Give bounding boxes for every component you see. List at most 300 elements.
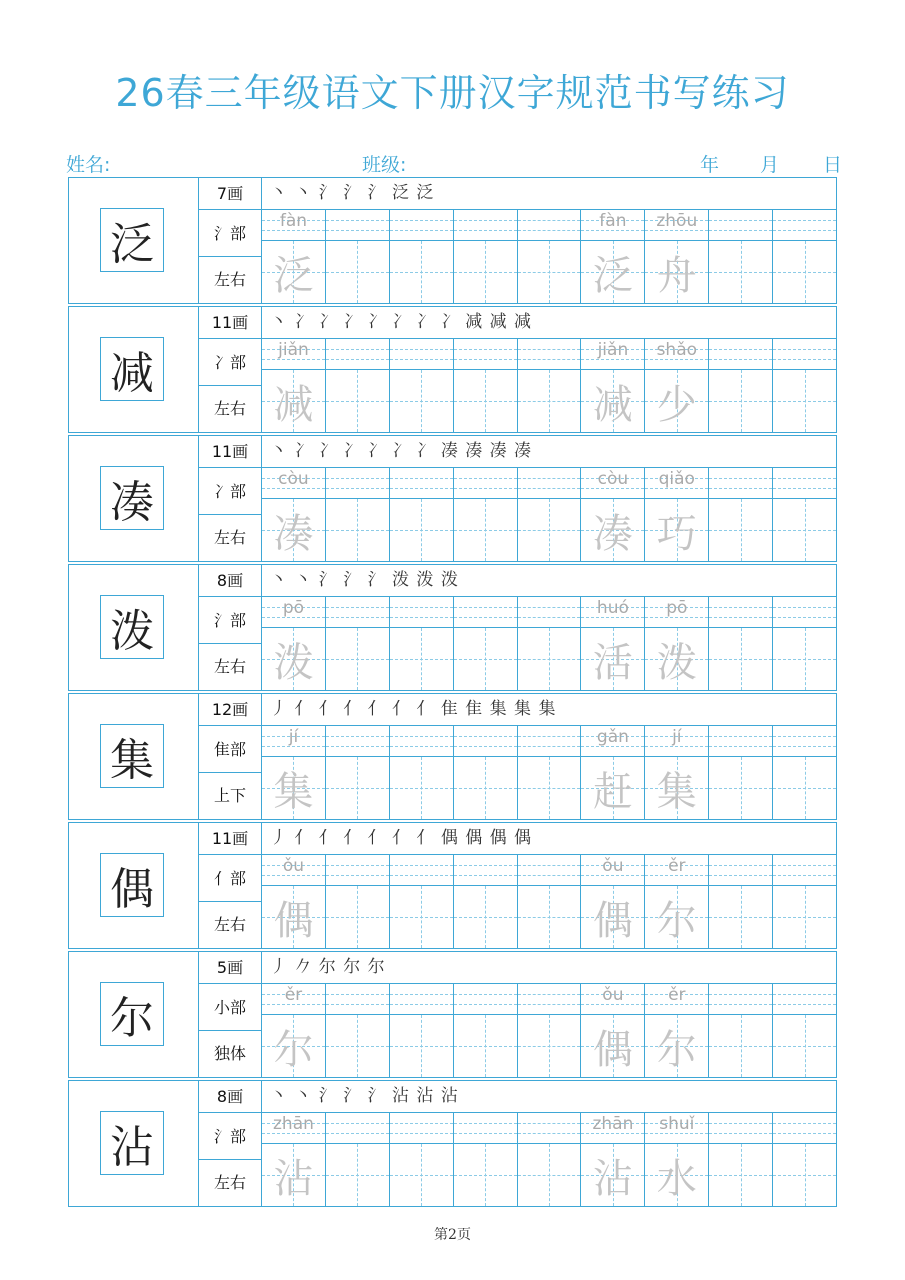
class-label: 班级: xyxy=(362,154,407,176)
structure: 左右 xyxy=(213,1173,246,1192)
structure: 左右 xyxy=(213,915,246,934)
pinyin-text: còu xyxy=(597,469,629,489)
practice-cell[interactable] xyxy=(709,726,773,819)
character-info xyxy=(199,952,262,1077)
pinyin-box xyxy=(390,339,453,370)
pinyin-box xyxy=(454,1113,517,1144)
practice-rows xyxy=(68,177,837,1209)
model-character: 泛 xyxy=(100,208,164,272)
trace-character xyxy=(390,628,453,690)
pinyin-box xyxy=(518,1113,581,1144)
practice-row xyxy=(68,564,837,691)
trace-character xyxy=(773,499,836,561)
stroke-count: 8画 xyxy=(199,565,261,597)
trace-character: 水 xyxy=(656,1155,697,1202)
tianzige-box xyxy=(262,499,325,561)
practice-cell[interactable] xyxy=(518,468,582,561)
trace-character: 偶 xyxy=(273,897,314,944)
tianzige-box xyxy=(709,241,772,303)
practice-cell[interactable] xyxy=(390,984,454,1077)
trace-character xyxy=(390,886,453,948)
trace-character: 舟 xyxy=(656,252,697,299)
tianzige-box xyxy=(454,499,517,561)
practice-cell[interactable] xyxy=(262,1113,326,1206)
tianzige-box xyxy=(262,241,325,303)
pinyin-box xyxy=(262,984,325,1015)
practice-cell[interactable] xyxy=(454,597,518,690)
practice-cell[interactable] xyxy=(454,1113,518,1206)
trace-character: 尔 xyxy=(656,897,697,944)
pinyin-box xyxy=(518,726,581,757)
practice-cell[interactable] xyxy=(645,984,709,1077)
model-character: 集 xyxy=(100,724,164,788)
pinyin-box xyxy=(773,597,836,628)
radical: 氵部 xyxy=(199,1113,261,1160)
pinyin-box xyxy=(645,597,708,628)
trace-character xyxy=(709,370,772,432)
practice-cell[interactable] xyxy=(581,984,645,1077)
trace-character xyxy=(709,241,772,303)
practice-cell[interactable] xyxy=(518,1113,582,1206)
structure: 左右 xyxy=(213,270,246,289)
pinyin-box xyxy=(773,210,836,241)
trace-character xyxy=(454,886,517,948)
character-cell xyxy=(69,565,199,690)
pinyin-text: ěr xyxy=(284,985,303,1005)
tianzige-box xyxy=(390,628,453,690)
practice-cell[interactable] xyxy=(454,984,518,1077)
stroke-order: 丶 丶 氵 氵 氵 泼 泼 泼 xyxy=(262,565,836,597)
tianzige-box xyxy=(390,1144,453,1206)
practice-cell[interactable] xyxy=(390,210,454,303)
practice-cell[interactable] xyxy=(773,726,836,819)
trace-character xyxy=(518,757,581,819)
practice-cell[interactable] xyxy=(262,984,326,1077)
trace-character xyxy=(390,241,453,303)
writing-grid xyxy=(262,1113,836,1206)
tianzige-box xyxy=(390,370,453,432)
tianzige-box xyxy=(709,886,772,948)
tianzige-box xyxy=(326,241,389,303)
practice-cell[interactable] xyxy=(709,855,773,948)
practice-cell[interactable] xyxy=(645,855,709,948)
pinyin-box xyxy=(645,984,708,1015)
practice-cell[interactable] xyxy=(454,339,518,432)
pinyin-box xyxy=(326,726,389,757)
tianzige-box xyxy=(390,1015,453,1077)
pinyin-box xyxy=(581,726,644,757)
practice-cell[interactable] xyxy=(518,726,582,819)
tianzige-box xyxy=(773,757,836,819)
radical: 冫部 xyxy=(199,468,261,515)
practice-cell[interactable] xyxy=(645,1113,709,1206)
tianzige-box xyxy=(326,886,389,948)
pinyin-box xyxy=(390,468,453,499)
character-cell xyxy=(69,436,199,561)
name-label: 姓名: xyxy=(66,154,111,176)
trace-character xyxy=(709,1144,772,1206)
practice-cell[interactable] xyxy=(581,1113,645,1206)
practice-cell[interactable] xyxy=(326,597,390,690)
model-character: 偶 xyxy=(100,853,164,917)
pinyin-box xyxy=(709,597,772,628)
pinyin-box xyxy=(518,468,581,499)
tianzige-box xyxy=(454,628,517,690)
pinyin-box xyxy=(581,468,644,499)
practice-cell[interactable] xyxy=(326,984,390,1077)
practice-row xyxy=(68,1080,837,1207)
character-info xyxy=(199,1081,262,1206)
trace-character xyxy=(709,499,772,561)
practice-cell[interactable] xyxy=(262,468,326,561)
tianzige-box xyxy=(262,757,325,819)
practice-cell[interactable] xyxy=(518,855,582,948)
practice-cell[interactable] xyxy=(390,468,454,561)
trace-character xyxy=(454,499,517,561)
tianzige-box xyxy=(581,1015,644,1077)
practice-cell[interactable] xyxy=(709,1113,773,1206)
tianzige-box xyxy=(645,757,708,819)
trace-character xyxy=(518,628,581,690)
radical: 隹部 xyxy=(199,726,261,773)
trace-character: 偶 xyxy=(592,1026,633,1073)
tianzige-box xyxy=(773,1144,836,1206)
structure: 左右 xyxy=(213,657,246,676)
month-label: 月 xyxy=(760,154,780,176)
trace-character xyxy=(454,628,517,690)
trace-character xyxy=(454,370,517,432)
pinyin-box xyxy=(390,210,453,241)
pinyin-text: qiǎo xyxy=(658,469,695,489)
day-label: 日 xyxy=(823,154,843,176)
tianzige-box xyxy=(773,499,836,561)
tianzige-box xyxy=(518,499,581,561)
practice-cell[interactable] xyxy=(645,468,709,561)
practice-cell[interactable] xyxy=(326,855,390,948)
model-character: 尔 xyxy=(100,982,164,1046)
practice-cell[interactable] xyxy=(709,210,773,303)
trace-character xyxy=(454,241,517,303)
tianzige-box xyxy=(645,370,708,432)
tianzige-box xyxy=(709,1015,772,1077)
practice-cell[interactable] xyxy=(773,1113,836,1206)
tianzige-box xyxy=(326,499,389,561)
tianzige-box xyxy=(326,757,389,819)
pinyin-box xyxy=(454,726,517,757)
practice-cell[interactable] xyxy=(326,468,390,561)
stroke-order: 丶 冫 冫 冫 冫 冫 冫 凑 凑 凑 凑 xyxy=(262,436,836,468)
character-cell xyxy=(69,1081,199,1206)
model-character: 减 xyxy=(100,337,164,401)
tianzige-box xyxy=(454,1144,517,1206)
practice-cell[interactable] xyxy=(262,597,326,690)
practice-cell[interactable] xyxy=(581,339,645,432)
writing-grid xyxy=(262,597,836,690)
stroke-count: 8画 xyxy=(199,1081,261,1113)
practice-cell[interactable] xyxy=(518,210,582,303)
practice-cell[interactable] xyxy=(645,339,709,432)
pinyin-box xyxy=(773,468,836,499)
character-info xyxy=(199,436,262,561)
tianzige-box xyxy=(709,628,772,690)
character-info xyxy=(199,307,262,432)
tianzige-box xyxy=(262,1015,325,1077)
tianzige-box xyxy=(326,1015,389,1077)
tianzige-box xyxy=(262,1144,325,1206)
practice-cell[interactable] xyxy=(326,339,390,432)
practice-cell[interactable] xyxy=(326,726,390,819)
stroke-order: 丿 亻 亻 亻 亻 亻 亻 偶 偶 偶 偶 xyxy=(262,823,836,855)
pinyin-text: jiǎn xyxy=(278,340,309,360)
practice-cell[interactable] xyxy=(645,726,709,819)
tianzige-box xyxy=(390,757,453,819)
pinyin-box xyxy=(773,855,836,886)
practice-cell[interactable] xyxy=(581,468,645,561)
trace-character xyxy=(326,499,389,561)
practice-cell[interactable] xyxy=(773,855,836,948)
tianzige-box xyxy=(262,628,325,690)
pinyin-text: jí xyxy=(288,727,299,747)
radical: 小部 xyxy=(199,984,261,1031)
pinyin-text: ǒu xyxy=(602,985,624,1005)
tianzige-box xyxy=(390,886,453,948)
pinyin-text: ǒu xyxy=(282,856,305,876)
trace-character xyxy=(709,628,772,690)
trace-character xyxy=(709,886,772,948)
pinyin-box xyxy=(262,1113,325,1144)
character-info xyxy=(199,694,262,819)
page-number: 第2页 xyxy=(434,1227,471,1243)
trace-character xyxy=(454,1015,517,1077)
pinyin-box xyxy=(326,1113,389,1144)
trace-character xyxy=(326,241,389,303)
structure: 独体 xyxy=(213,1044,246,1063)
pinyin-box xyxy=(262,210,325,241)
practice-cell[interactable] xyxy=(454,726,518,819)
practice-cell[interactable] xyxy=(390,726,454,819)
trace-character xyxy=(773,241,836,303)
pinyin-box xyxy=(454,984,517,1015)
structure: 上下 xyxy=(213,786,246,805)
pinyin-box xyxy=(390,726,453,757)
practice-row xyxy=(68,306,837,433)
tianzige-box xyxy=(454,886,517,948)
practice-cell[interactable] xyxy=(390,339,454,432)
tianzige-box xyxy=(645,1015,708,1077)
practice-cell[interactable] xyxy=(390,1113,454,1206)
pinyin-box xyxy=(773,1113,836,1144)
tianzige-box xyxy=(709,499,772,561)
tianzige-box xyxy=(581,499,644,561)
practice-cell[interactable] xyxy=(709,597,773,690)
tianzige-box xyxy=(326,628,389,690)
character-cell xyxy=(69,178,199,303)
writing-grid xyxy=(262,855,836,948)
tianzige-box xyxy=(581,886,644,948)
pinyin-box xyxy=(709,984,772,1015)
trace-character: 泛 xyxy=(592,252,633,299)
tianzige-box xyxy=(645,241,708,303)
trace-character: 沾 xyxy=(592,1155,633,1202)
model-character: 沾 xyxy=(100,1111,164,1175)
tianzige-box xyxy=(518,241,581,303)
pinyin-box xyxy=(709,726,772,757)
pinyin-box xyxy=(262,855,325,886)
tianzige-box xyxy=(518,757,581,819)
practice-cell[interactable] xyxy=(326,1113,390,1206)
practice-cell[interactable] xyxy=(773,468,836,561)
practice-cell[interactable] xyxy=(709,339,773,432)
practice-cell[interactable] xyxy=(518,984,582,1077)
tianzige-box xyxy=(262,370,325,432)
practice-cell[interactable] xyxy=(518,597,582,690)
pinyin-box xyxy=(518,339,581,370)
practice-cell[interactable] xyxy=(454,210,518,303)
practice-cell[interactable] xyxy=(773,339,836,432)
trace-character: 偶 xyxy=(592,897,633,944)
practice-cell[interactable] xyxy=(262,855,326,948)
stroke-order: 丶 冫 冫 冫 冫 冫 冫 冫 减 减 减 xyxy=(262,307,836,339)
pinyin-box xyxy=(326,855,389,886)
practice-cell[interactable] xyxy=(581,597,645,690)
practice-cell[interactable] xyxy=(709,468,773,561)
tianzige-box xyxy=(773,241,836,303)
writing-grid xyxy=(262,726,836,819)
pinyin-text: pō xyxy=(282,598,305,618)
radical: 亻部 xyxy=(199,855,261,902)
pinyin-text: shuǐ xyxy=(659,1114,695,1134)
tianzige-box xyxy=(581,1144,644,1206)
stroke-count: 11画 xyxy=(199,307,261,339)
trace-character: 尔 xyxy=(273,1026,314,1073)
pinyin-box xyxy=(326,597,389,628)
pinyin-text: zhān xyxy=(592,1114,634,1134)
tianzige-box xyxy=(454,1015,517,1077)
tianzige-box xyxy=(773,370,836,432)
pinyin-box xyxy=(390,855,453,886)
pinyin-box xyxy=(581,597,644,628)
pinyin-box xyxy=(709,1113,772,1144)
character-info xyxy=(199,565,262,690)
practice-cell[interactable] xyxy=(645,597,709,690)
trace-character xyxy=(390,757,453,819)
trace-character xyxy=(518,370,581,432)
pinyin-box xyxy=(709,468,772,499)
pinyin-text: shǎo xyxy=(656,340,698,360)
character-cell xyxy=(69,307,199,432)
practice-cell[interactable] xyxy=(773,984,836,1077)
practice-cell[interactable] xyxy=(773,597,836,690)
trace-character xyxy=(326,1015,389,1077)
tianzige-box xyxy=(518,1015,581,1077)
pinyin-text: pō xyxy=(666,598,688,618)
trace-character xyxy=(773,370,836,432)
trace-character xyxy=(390,1144,453,1206)
structure: 左右 xyxy=(213,399,246,418)
pinyin-box xyxy=(454,339,517,370)
trace-character: 泼 xyxy=(656,639,697,686)
trace-character xyxy=(326,370,389,432)
pinyin-text: fàn xyxy=(599,211,627,231)
tianzige-box xyxy=(454,241,517,303)
practice-cell[interactable] xyxy=(390,597,454,690)
writing-grid xyxy=(262,984,836,1077)
character-info xyxy=(199,178,262,303)
practice-cell[interactable] xyxy=(709,984,773,1077)
practice-row xyxy=(68,177,837,304)
pinyin-text: zhān xyxy=(273,1114,314,1134)
pinyin-box xyxy=(454,468,517,499)
tianzige-box xyxy=(773,886,836,948)
trace-character xyxy=(773,757,836,819)
trace-character: 巧 xyxy=(656,510,697,557)
trace-character xyxy=(326,1144,389,1206)
practice-cell[interactable] xyxy=(454,468,518,561)
tianzige-box xyxy=(454,757,517,819)
pinyin-box xyxy=(645,468,708,499)
practice-cell[interactable] xyxy=(581,726,645,819)
practice-cell[interactable] xyxy=(645,210,709,303)
trace-character xyxy=(390,370,453,432)
pinyin-box xyxy=(773,984,836,1015)
pinyin-box xyxy=(773,339,836,370)
pinyin-box xyxy=(645,726,708,757)
practice-cell[interactable] xyxy=(390,855,454,948)
radical: 氵部 xyxy=(199,210,261,257)
stroke-order: 丶 丶 氵 氵 氵 沾 沾 沾 xyxy=(262,1081,836,1113)
practice-row xyxy=(68,693,837,820)
trace-character: 减 xyxy=(592,381,633,428)
trace-character xyxy=(773,1015,836,1077)
tianzige-box xyxy=(645,886,708,948)
tianzige-box xyxy=(326,370,389,432)
tianzige-box xyxy=(518,1144,581,1206)
trace-character xyxy=(390,499,453,561)
practice-cell[interactable] xyxy=(262,726,326,819)
trace-character xyxy=(326,628,389,690)
pinyin-box xyxy=(326,210,389,241)
trace-character xyxy=(454,1144,517,1206)
practice-cell[interactable] xyxy=(326,210,390,303)
tianzige-box xyxy=(326,1144,389,1206)
pinyin-box xyxy=(262,597,325,628)
trace-character xyxy=(326,757,389,819)
tianzige-box xyxy=(518,628,581,690)
tianzige-box xyxy=(518,886,581,948)
pinyin-box xyxy=(390,597,453,628)
pinyin-box xyxy=(581,855,644,886)
trace-character: 尔 xyxy=(656,1026,697,1073)
pinyin-box xyxy=(454,210,517,241)
tianzige-box xyxy=(645,1144,708,1206)
practice-cell[interactable] xyxy=(454,855,518,948)
practice-cell[interactable] xyxy=(773,210,836,303)
pinyin-box xyxy=(262,339,325,370)
trace-character xyxy=(518,241,581,303)
pinyin-text: huó xyxy=(596,598,629,618)
pinyin-text: jí xyxy=(672,727,682,747)
year-label: 年 xyxy=(700,154,720,176)
practice-row xyxy=(68,435,837,562)
practice-cell[interactable] xyxy=(262,339,326,432)
practice-cell[interactable] xyxy=(518,339,582,432)
practice-cell[interactable] xyxy=(581,210,645,303)
practice-cell[interactable] xyxy=(262,210,326,303)
pinyin-box xyxy=(518,984,581,1015)
practice-cell[interactable] xyxy=(581,855,645,948)
pinyin-box xyxy=(645,1113,708,1144)
tianzige-box xyxy=(390,499,453,561)
